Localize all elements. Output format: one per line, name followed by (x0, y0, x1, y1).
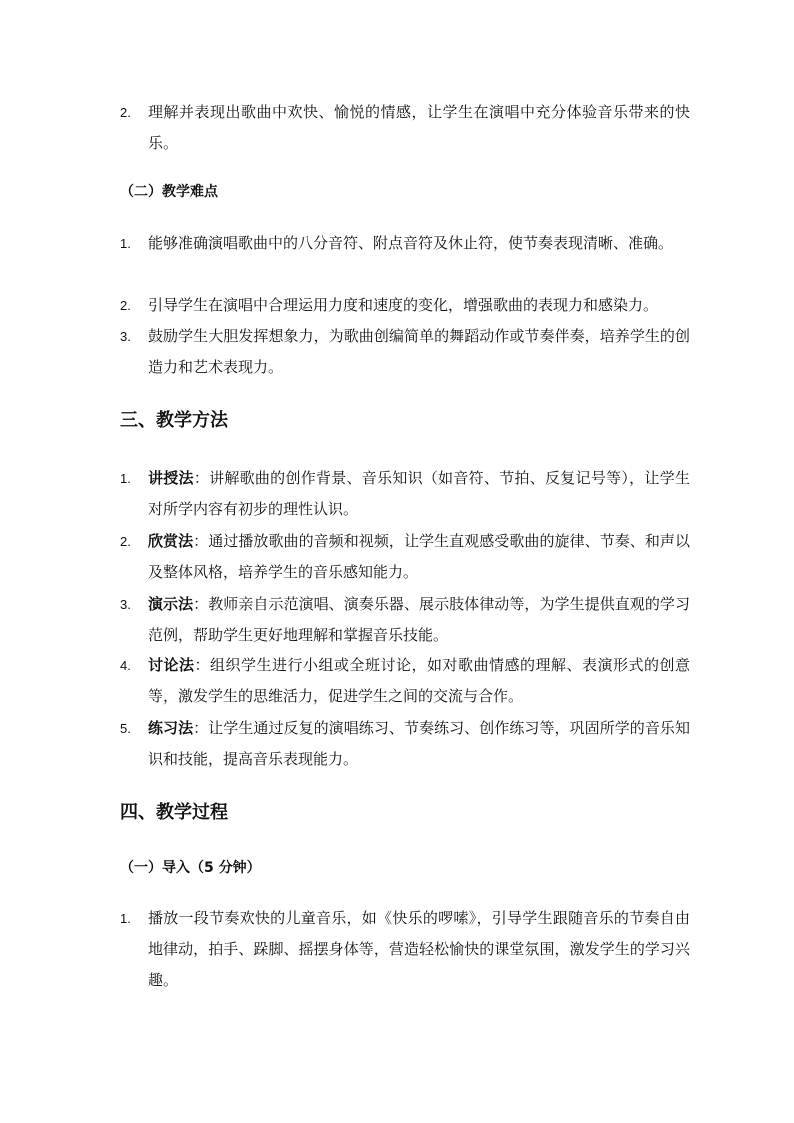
intro-heading: （一）导入（5 分钟） (120, 860, 261, 876)
list-item (120, 97, 690, 159)
process-heading: 四、教学过程 (120, 802, 228, 823)
method-term: 讨论法 (148, 656, 195, 674)
term-colon: ： (193, 469, 210, 487)
list-item (120, 903, 690, 996)
method-description: 组织学生进行小组或全班讨论，如对歌曲情感的理解、表演形式的创意等，激发学生的思维活力，促进学生之间的交流与合作。 (148, 656, 690, 705)
list-item (120, 321, 690, 383)
list-item (120, 228, 690, 259)
method-term: 讲授法 (148, 469, 194, 487)
list-item-text (148, 650, 690, 712)
term-colon: ： (193, 595, 209, 613)
method-description: 通过播放歌曲的音频和视频，让学生直观感受歌曲的旋律、节奏、和声以及整体风格，培养学生的音乐感知能力。 (148, 532, 690, 581)
list-number: 3. (120, 597, 131, 612)
list-item-text (148, 589, 690, 651)
term-colon: ： (193, 532, 209, 550)
list-number: 1. (120, 911, 131, 926)
list-number: 2. (120, 298, 131, 313)
list-item-text: 播放一段节奏欢快的儿童音乐，如《快乐的啰嗦》，引导学生跟随音乐的节奏自由地律动，拍手、跺脚、摇摆身体等，营造轻松愉快的课堂氛围，激发学生的学习兴趣。 (148, 909, 690, 989)
list-item (120, 713, 690, 775)
list-item (120, 589, 690, 651)
list-item (120, 526, 690, 588)
list-item (120, 290, 690, 321)
method-term: 演示法 (148, 595, 194, 613)
term-colon: ： (193, 719, 209, 737)
list-item-text: 鼓励学生大胆发挥想象力，为歌曲创编简单的舞蹈动作或节奏伴奏，培养学生的创造力和艺术表现力。 (148, 327, 690, 376)
list-number: 1. (120, 236, 131, 251)
list-number: 4. (120, 658, 131, 673)
list-item (120, 463, 690, 525)
difficulties-heading: （二）教学难点 (120, 184, 218, 200)
list-number: 2. (120, 105, 131, 120)
method-description: 教师亲自示范演唱、演奏乐器、展示肢体律动等，为学生提供直观的学习范例，帮助学生更好地理解和掌握音乐技能。 (148, 595, 690, 644)
list-item-text: 引导学生在演唱中合理运用力度和速度的变化，增强歌曲的表现力和感染力。 (148, 296, 659, 314)
list-item-text (148, 463, 690, 525)
list-number: 3. (120, 329, 131, 344)
list-item-text: 能够准确演唱歌曲中的八分音符、附点音符及休止符，使节奏表现清晰、准确。 (148, 234, 674, 252)
list-number: 2. (120, 534, 131, 549)
method-description: 讲解歌曲的创作背景、音乐知识（如音符、节拍、反复记号等），让学生对所学内容有初步的理性认识。 (148, 469, 690, 518)
list-number: 1. (120, 471, 131, 486)
method-description: 让学生通过反复的演唱练习、节奏练习、创作练习等，巩固所学的音乐知识和技能，提高音乐表现能力。 (148, 719, 690, 768)
list-item (120, 650, 690, 712)
list-item-text (148, 526, 690, 588)
method-term: 练习法 (148, 719, 194, 737)
methods-heading: 三、教学方法 (120, 410, 228, 431)
term-colon: ： (194, 656, 210, 674)
list-item-text (148, 713, 690, 775)
method-term: 欣赏法 (148, 532, 194, 550)
list-item-text: 理解并表现出歌曲中欢快、愉悦的情感，让学生在演唱中充分体验音乐带来的快乐。 (148, 103, 690, 152)
list-number: 5. (120, 721, 131, 736)
